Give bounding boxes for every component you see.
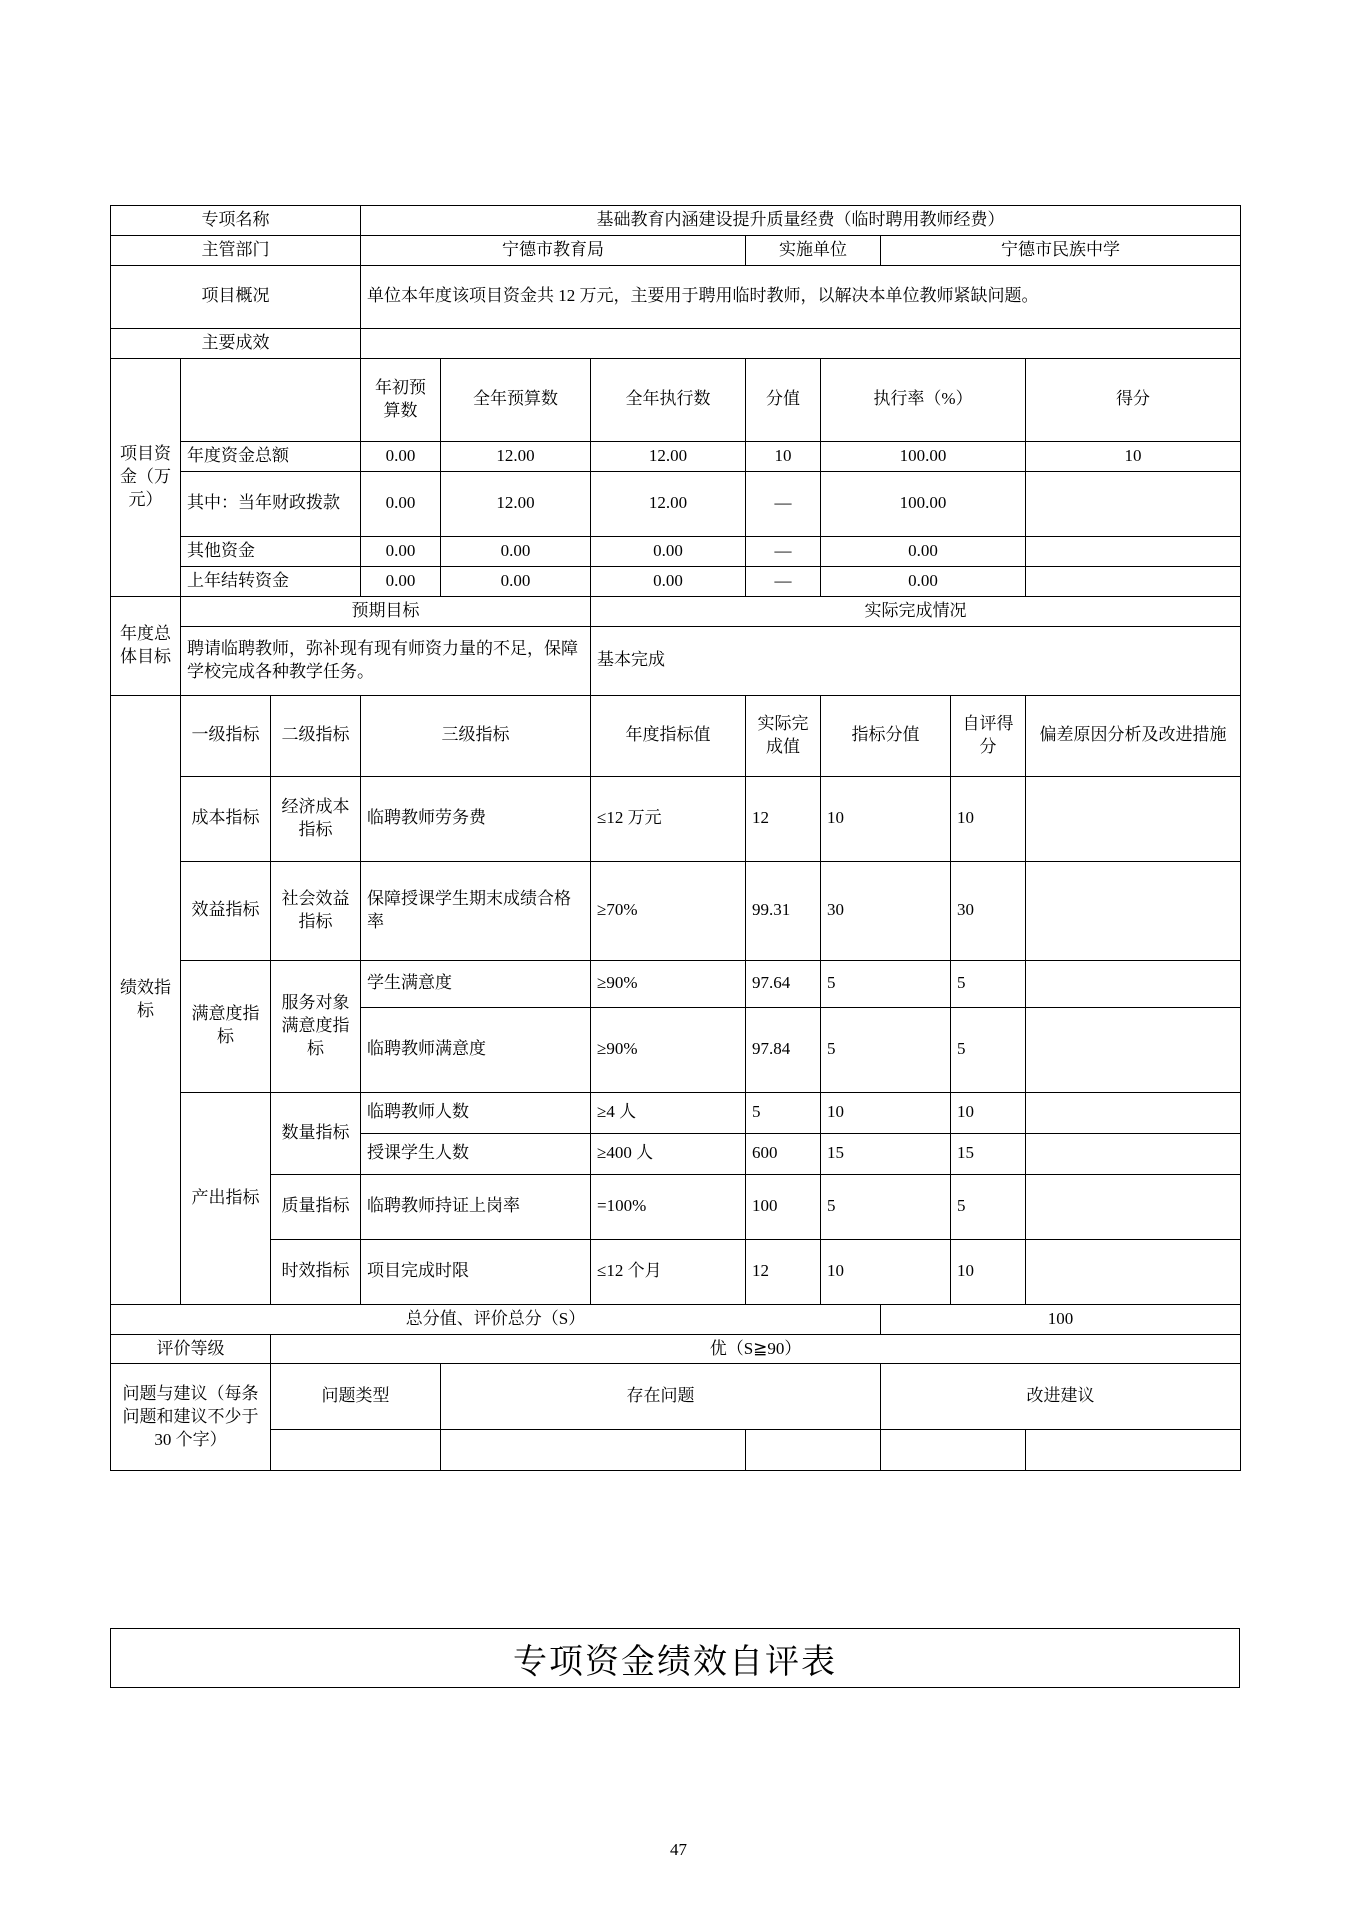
unit-value: 宁德市民族中学 — [881, 235, 1241, 265]
page-number: 47 — [670, 1840, 687, 1859]
perf-actual: 600 — [746, 1133, 821, 1174]
perf-col-level2: 二级指标 — [271, 695, 361, 776]
grade-label: 评价等级 — [111, 1334, 271, 1364]
funds-exec-rate: 0.00 — [821, 566, 1026, 596]
perf-actual: 99.31 — [746, 861, 821, 960]
table-row-total-score — [111, 1304, 1241, 1334]
issue-label: 问题与建议（每条问题和建议不少于 30 个字） — [111, 1364, 271, 1471]
perf-self-score: 10 — [951, 1239, 1026, 1304]
perf-level1: 产出指标 — [181, 1092, 271, 1304]
table-row-funds-total — [111, 441, 1241, 471]
perf-level2: 经济成本指标 — [271, 776, 361, 861]
perf-target: =100% — [591, 1174, 746, 1239]
funds-year-budget: 12.00 — [441, 441, 591, 471]
annual-goal-expected-label: 预期目标 — [181, 596, 591, 626]
perf-col-self-score: 自评得分 — [951, 695, 1026, 776]
perf-analysis — [1026, 1239, 1241, 1304]
table-row-performance-header — [111, 695, 1241, 776]
perf-target: ≤12 个月 — [591, 1239, 746, 1304]
perf-self-score: 10 — [951, 1092, 1026, 1133]
funds-score: 10 — [1026, 441, 1241, 471]
perf-analysis — [1026, 1092, 1241, 1133]
perf-level1: 成本指标 — [181, 776, 271, 861]
funds-exec-rate: 100.00 — [821, 441, 1026, 471]
perf-col-point: 指标分值 — [821, 695, 951, 776]
perf-point: 30 — [821, 861, 951, 960]
perf-target: ≤12 万元 — [591, 776, 746, 861]
table-row-main-result — [111, 328, 1241, 358]
perf-point: 10 — [821, 1239, 951, 1304]
perf-analysis — [1026, 776, 1241, 861]
funds-year-exec: 0.00 — [591, 536, 746, 566]
funds-year-budget: 12.00 — [441, 471, 591, 536]
grade-value: 优（S≧90） — [271, 1334, 1241, 1364]
perf-self-score: 5 — [951, 1174, 1026, 1239]
funds-year-exec: 12.00 — [591, 441, 746, 471]
perf-analysis — [1026, 1174, 1241, 1239]
perf-level2: 服务对象满意度指标 — [271, 960, 361, 1092]
issue-exist-value-2 — [746, 1430, 881, 1471]
table-row-grade — [111, 1334, 1241, 1364]
perf-level3: 临聘教师劳务费 — [361, 776, 591, 861]
perf-target: ≥400 人 — [591, 1133, 746, 1174]
perf-col-analysis: 偏差原因分析及改进措施 — [1026, 695, 1241, 776]
funds-row-name: 其中：当年财政拨款 — [181, 471, 361, 536]
perf-target: ≥90% — [591, 1007, 746, 1092]
funds-score-value: — — [746, 536, 821, 566]
perf-level3: 临聘教师满意度 — [361, 1007, 591, 1092]
perf-col-level3: 三级指标 — [361, 695, 591, 776]
funds-col-begin-budget: 年初预算数 — [361, 358, 441, 441]
perf-actual: 97.64 — [746, 960, 821, 1007]
perf-level1: 满意度指标 — [181, 960, 271, 1092]
total-score-label: 总分值、评价总分（S） — [111, 1304, 881, 1334]
perf-analysis — [1026, 861, 1241, 960]
perf-level3: 临聘教师人数 — [361, 1092, 591, 1133]
funds-begin-budget: 0.00 — [361, 536, 441, 566]
perf-level3: 学生满意度 — [361, 960, 591, 1007]
funds-row-name: 年度资金总额 — [181, 441, 361, 471]
perf-level2: 时效指标 — [271, 1239, 361, 1304]
funds-col-exec-rate: 执行率（%） — [821, 358, 1026, 441]
perf-target: ≥90% — [591, 960, 746, 1007]
funds-score — [1026, 471, 1241, 536]
perf-point: 5 — [821, 1174, 951, 1239]
performance-evaluation-table — [110, 205, 1240, 1471]
dept-label: 主管部门 — [111, 235, 361, 265]
funds-col-score: 得分 — [1026, 358, 1241, 441]
perf-target: ≥70% — [591, 861, 746, 960]
table-row-overview — [111, 265, 1241, 328]
total-score-value: 100 — [881, 1304, 1241, 1334]
perf-self-score: 10 — [951, 776, 1026, 861]
perf-col-level1: 一级指标 — [181, 695, 271, 776]
issue-advice-label: 改进建议 — [881, 1364, 1241, 1430]
perf-point: 5 — [821, 1007, 951, 1092]
funds-score-value: — — [746, 471, 821, 536]
funds-row-name: 其他资金 — [181, 536, 361, 566]
unit-label: 实施单位 — [746, 235, 881, 265]
annual-goal-label: 年度总体目标 — [111, 596, 181, 695]
perf-target: ≥4 人 — [591, 1092, 746, 1133]
perf-point: 5 — [821, 960, 951, 1007]
overview-label: 项目概况 — [111, 265, 361, 328]
annual-goal-expected-value: 聘请临聘教师，弥补现有现有师资力量的不足，保障学校完成各种教学任务。 — [181, 626, 591, 695]
funds-year-budget: 0.00 — [441, 566, 591, 596]
table-row-performance — [111, 960, 1241, 1007]
funds-year-budget: 0.00 — [441, 536, 591, 566]
funds-corner-cell — [181, 358, 361, 441]
funds-col-score-value: 分值 — [746, 358, 821, 441]
perf-point: 10 — [821, 776, 951, 861]
perf-actual: 5 — [746, 1092, 821, 1133]
perf-self-score: 15 — [951, 1133, 1026, 1174]
perf-analysis — [1026, 1007, 1241, 1092]
perf-point: 10 — [821, 1092, 951, 1133]
perf-level2: 质量指标 — [271, 1174, 361, 1239]
main-result-label: 主要成效 — [111, 328, 361, 358]
project-name-value: 基础教育内涵建设提升质量经费（临时聘用教师经费） — [361, 206, 1241, 236]
annual-goal-actual-value: 基本完成 — [591, 626, 1241, 695]
funds-year-exec: 12.00 — [591, 471, 746, 536]
table-row-issue-header — [111, 1364, 1241, 1430]
perf-level2: 社会效益指标 — [271, 861, 361, 960]
funds-score-value: — — [746, 566, 821, 596]
perf-level1: 效益指标 — [181, 861, 271, 960]
issue-type-value — [271, 1430, 441, 1471]
perf-self-score: 5 — [951, 1007, 1026, 1092]
perf-actual: 100 — [746, 1174, 821, 1239]
issue-exist-label: 存在问题 — [441, 1364, 881, 1430]
perf-level3: 项目完成时限 — [361, 1239, 591, 1304]
project-name-label: 专项名称 — [111, 206, 361, 236]
funds-row-name: 上年结转资金 — [181, 566, 361, 596]
perf-analysis — [1026, 960, 1241, 1007]
table-row-funds-carryover — [111, 566, 1241, 596]
funds-exec-rate: 0.00 — [821, 536, 1026, 566]
perf-actual: 12 — [746, 1239, 821, 1304]
funds-score-value: 10 — [746, 441, 821, 471]
bottom-title-box — [110, 1628, 1240, 1688]
performance-row-label: 绩效指标 — [111, 695, 181, 1304]
perf-point: 15 — [821, 1133, 951, 1174]
issue-exist-value — [441, 1430, 746, 1471]
table-row-performance — [111, 861, 1241, 960]
funds-score — [1026, 536, 1241, 566]
main-result-value — [361, 328, 1241, 358]
table-row-project-name — [111, 206, 1241, 236]
table-row-performance — [111, 1174, 1241, 1239]
perf-self-score: 30 — [951, 861, 1026, 960]
funds-begin-budget: 0.00 — [361, 441, 441, 471]
funds-begin-budget: 0.00 — [361, 566, 441, 596]
perf-level3: 保障授课学生期末成绩合格率 — [361, 861, 591, 960]
issue-type-label: 问题类型 — [271, 1364, 441, 1430]
perf-col-target: 年度指标值 — [591, 695, 746, 776]
dept-value: 宁德市教育局 — [361, 235, 746, 265]
annual-goal-actual-label: 实际完成情况 — [591, 596, 1241, 626]
funds-year-exec: 0.00 — [591, 566, 746, 596]
funds-col-year-exec: 全年执行数 — [591, 358, 746, 441]
table-row-performance — [111, 1092, 1241, 1133]
table-row-funds-gov — [111, 471, 1241, 536]
funds-exec-rate: 100.00 — [821, 471, 1026, 536]
perf-actual: 97.84 — [746, 1007, 821, 1092]
overview-value: 单位本年度该项目资金共 12 万元，主要用于聘用临时教师，以解决本单位教师紧缺问题。 — [361, 265, 1241, 328]
table-row-annual-goal-header — [111, 596, 1241, 626]
perf-level2: 数量指标 — [271, 1092, 361, 1174]
table-row-annual-goal-body — [111, 626, 1241, 695]
perf-analysis — [1026, 1133, 1241, 1174]
main-table — [110, 205, 1241, 1471]
perf-level3: 临聘教师持证上岗率 — [361, 1174, 591, 1239]
funds-begin-budget: 0.00 — [361, 471, 441, 536]
bottom-title: 专项资金绩效自评表 — [513, 1643, 837, 1681]
funds-score — [1026, 566, 1241, 596]
perf-col-actual: 实际完成值 — [746, 695, 821, 776]
issue-advice-value — [881, 1430, 1026, 1471]
table-row-issue-body — [111, 1430, 1241, 1471]
table-row-performance — [111, 1239, 1241, 1304]
perf-actual: 12 — [746, 776, 821, 861]
table-row-funds-other — [111, 536, 1241, 566]
funds-col-year-budget: 全年预算数 — [441, 358, 591, 441]
table-row-performance — [111, 776, 1241, 861]
issue-advice-value-2 — [1026, 1430, 1241, 1471]
funds-row-label: 项目资金（万元） — [111, 358, 181, 596]
table-row-department — [111, 235, 1241, 265]
perf-self-score: 5 — [951, 960, 1026, 1007]
perf-level3: 授课学生人数 — [361, 1133, 591, 1174]
table-row-funds-header — [111, 358, 1241, 441]
